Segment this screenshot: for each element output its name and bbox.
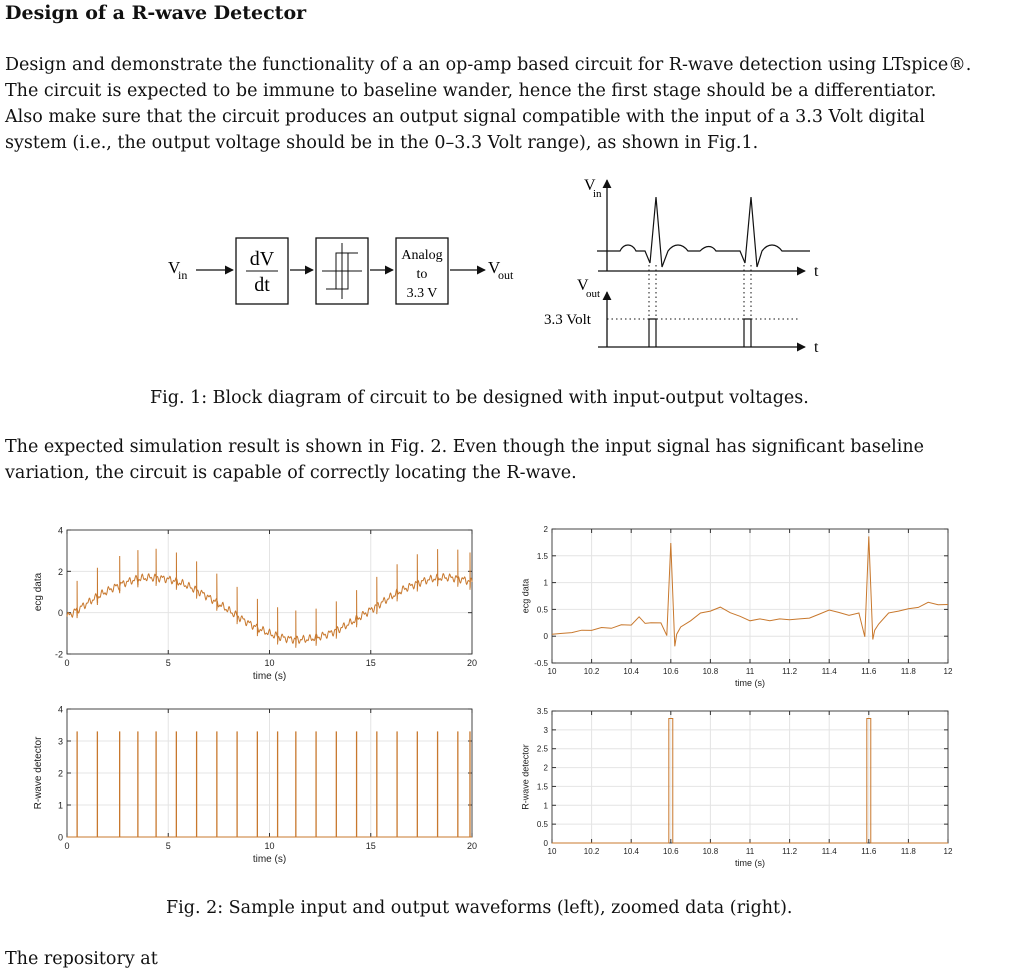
y-axis-label: R-wave detector: [33, 736, 45, 810]
y-tick-label: 2.5: [536, 744, 548, 754]
x-tick-label: 11.4: [821, 667, 837, 676]
y-tick-label: 4: [57, 704, 63, 715]
y-tick-label: 2: [543, 763, 548, 773]
x-tick-label: 10.2: [583, 847, 600, 856]
y-tick-label: 0: [57, 608, 63, 619]
results-line: The expected simulation result is shown in Fig. 2. Even though the input signal has significant baseline: [5, 437, 924, 457]
x-tick-label: 12: [943, 847, 953, 856]
x-tick-label: 10: [264, 658, 275, 668]
ecg-sketch: [597, 197, 810, 267]
y-tick-label: 0.5: [536, 605, 548, 615]
y-tick-label: 0.5: [536, 820, 548, 830]
figure-2-caption: Fig. 2: Sample input and output waveforms (left), zoomed data (right).: [166, 898, 793, 918]
y-axis-label: ecg data: [520, 578, 531, 614]
y-tick-label: 2: [57, 566, 63, 577]
x-tick-label: 10.4: [623, 667, 639, 676]
x-tick-label: 11: [745, 847, 755, 856]
x-tick-label: 11.4: [821, 847, 837, 856]
y-tick-label: 4: [57, 525, 63, 536]
x-tick-label: 11.6: [861, 847, 877, 856]
y-tick-label: 1.5: [536, 782, 548, 792]
y-tick-label: 1.5: [536, 551, 548, 561]
x-tick-label: 11.2: [782, 847, 798, 856]
chart-rwave-full: [30, 703, 490, 873]
x-tick-label: 0: [64, 658, 70, 668]
x-tick-label: 12: [943, 667, 953, 676]
x-tick-label: 10: [547, 847, 557, 856]
x-tick-label: 10.6: [663, 847, 679, 856]
y-tick-label: 2: [57, 768, 63, 779]
vin-axis-label: V: [584, 177, 596, 194]
output-pulse: [744, 319, 751, 347]
x-tick-label: 11.8: [900, 847, 916, 856]
analog-line-3: 3.3 V: [406, 286, 438, 301]
y-tick-label: 3: [543, 725, 548, 735]
x-tick-label: 0: [64, 841, 70, 851]
x-tick-label: 11.2: [782, 667, 798, 676]
x-tick-label: 20: [466, 841, 478, 851]
x-tick-label: 10: [264, 841, 275, 851]
x-tick-label: 10.4: [623, 847, 639, 856]
x-tick-label: 15: [365, 658, 376, 668]
diff-top: dV: [249, 248, 275, 270]
section-title: Design of a R-wave Detector: [5, 2, 307, 24]
figure-1-block-diagram: [0, 175, 1024, 370]
x-tick-label: 5: [165, 658, 171, 668]
x-tick-label: 20: [466, 658, 478, 668]
intro-line: Also make sure that the circuit produces an output signal compatible with the input of a 3.3 Volt digital: [5, 107, 925, 127]
results-line: variation, the circuit is capable of correctly locating the R-wave.: [5, 463, 577, 483]
x-tick-label: 11: [745, 667, 755, 676]
y-tick-label: 1: [57, 800, 63, 811]
chart-rwave-zoom: [514, 703, 964, 873]
y-tick-label: 1: [543, 801, 548, 811]
intro-paragraph: [5, 52, 1005, 156]
y-tick-label: 2: [543, 525, 548, 534]
vin-label: V: [168, 258, 181, 277]
y-axis-label: ecg data: [33, 572, 45, 612]
intro-line: system (i.e., the output voltage should be in the 0–3.3 Volt range), as shown in Fig.1.: [5, 133, 759, 153]
intro-line: The circuit is expected to be immune to baseline wander, hence the first stage should be a differentiator.: [5, 81, 937, 101]
vout-sub: out: [498, 268, 514, 282]
results-paragraph: [5, 434, 1005, 486]
output-pulse: [649, 319, 656, 347]
x-tick-label: 10.2: [583, 667, 600, 676]
x-tick-label: 11.8: [900, 667, 916, 676]
x-tick-label: 10: [547, 667, 557, 676]
t-label-1: t: [814, 263, 819, 280]
analog-line-1: Analog: [401, 248, 443, 263]
y-tick-label: -2: [54, 649, 63, 660]
vout-axis-label: V: [577, 277, 589, 294]
y-tick-label: 0: [543, 839, 548, 848]
x-axis-label: time (s): [252, 671, 287, 682]
x-tick-label: 11.6: [861, 667, 877, 676]
vin-sub: in: [178, 268, 188, 282]
analog-line-2: to: [416, 267, 428, 282]
level-label: 3.3 Volt: [544, 312, 591, 328]
x-axis-label: time (s): [735, 678, 765, 688]
chart-ecg-full: [30, 522, 490, 697]
y-tick-label: 1: [543, 578, 548, 588]
x-tick-label: 5: [165, 841, 171, 851]
vin-axis-sub: in: [593, 188, 602, 200]
x-tick-label: 15: [365, 841, 376, 851]
x-tick-label: 10.8: [702, 667, 719, 676]
y-tick-label: 3.5: [536, 707, 548, 716]
chart-ecg-zoom: [514, 522, 964, 697]
y-tick-label: 0: [543, 632, 548, 642]
x-axis-label: time (s): [735, 858, 765, 868]
t-label-2: t: [814, 339, 819, 356]
hysteresis-icon: [322, 243, 362, 299]
y-tick-label: -0.5: [534, 659, 548, 668]
y-tick-label: 0: [57, 832, 63, 843]
y-tick-label: 3: [57, 736, 63, 747]
footer-text: The repository at: [5, 949, 158, 969]
figure-1-caption: Fig. 1: Block diagram of circuit to be designed with input-output voltages.: [150, 388, 809, 408]
x-tick-label: 10.8: [702, 847, 719, 856]
vout-label: V: [488, 258, 501, 277]
x-axis-label: time (s): [252, 854, 287, 865]
alignment-dotted-lines: [649, 265, 751, 319]
diff-bottom: dt: [254, 274, 270, 296]
y-axis-label: R-wave detector: [520, 744, 531, 810]
vout-axis-sub: out: [586, 288, 601, 300]
x-tick-label: 10.6: [663, 667, 679, 676]
intro-line: Design and demonstrate the functionality of a an op-amp based circuit for R-wave detection using LTspice®.: [5, 55, 972, 75]
